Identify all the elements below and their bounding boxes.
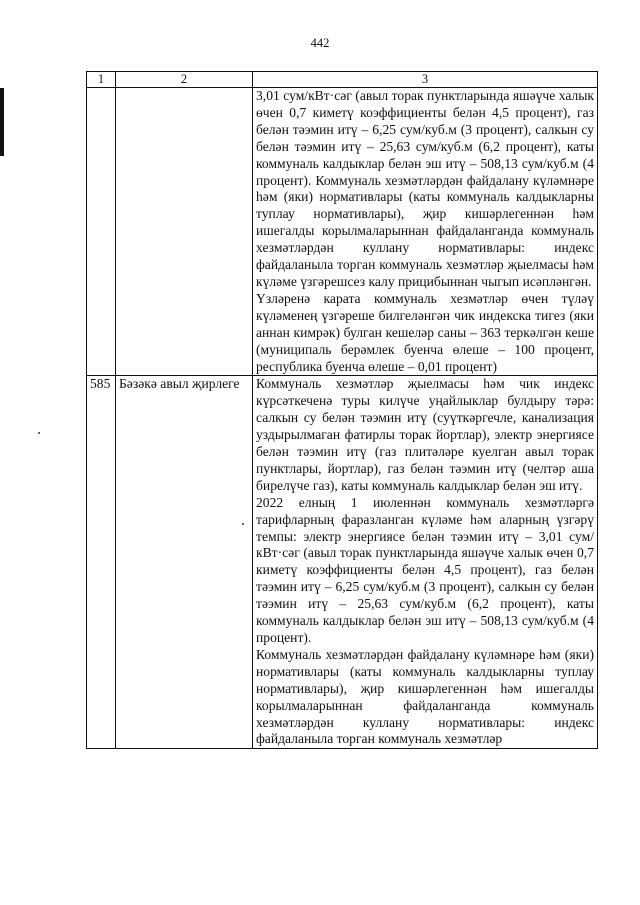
table-row — [87, 88, 598, 376]
table-row — [87, 376, 598, 749]
row-number-cell: 585 — [87, 376, 116, 749]
margin-mark — [0, 88, 4, 156]
row-content-cell — [253, 88, 598, 376]
column-header-name: 2 — [116, 72, 253, 88]
row-content-cell — [253, 376, 598, 749]
row-number-cell — [87, 88, 116, 376]
document-table — [86, 71, 598, 749]
table-header-row — [87, 72, 598, 88]
row-name-cell — [116, 88, 253, 376]
content-paragraph: 3,01 сум/кВт·сәг (авыл торак пунктларында яшәүче халык өчен 0,7 киметү коэффициенты белән 4,5 процент), газ белән тәэмин итү – 6,25 сум/куб.м (3 процент), салкын су белән тәэмин итү – 25,63 сум/куб.м (6,2 процент), каты коммуналь калдыклар белән эш итү – 508,13 сум/куб.м (4 процент). Коммуналь хезмәтләрдән файдалану күләмнәре һәм (яки) нормативлары (каты коммуналь калдыкларны туплау нормативлары), җир кишәрлегеннән һәм ишегалды корылмаларыннан файдаланганда коммуналь хезмәтләрдән куллану нормативлары: индекс файдаланыла торган коммуналь хезмәтләр җыелмасы һәм күләме үзгәрешсез калу прицибыннан чыгып исәпләнгән. — [256, 88, 594, 289]
column-header-number: 1 — [87, 72, 116, 88]
column-header-content: 3 — [253, 72, 598, 88]
speck-mark — [38, 432, 40, 434]
content-paragraph: 2022 елның 1 июленнән коммуналь хезмәтләргә тарифларның фаразланган күләме һәм аларның үзгәрү темпы: электр энергиясе белән тәэмин итү – 3,01 сум/кВт·сәг (авыл торак пунктларында яшәүче халык өчен 0,7 киметү коэффициенты белән 4,5 процент), газ белән тәэмин итү – 6,25 сум/куб.м (3 процент), салкын су белән тәэмин итү – 25,63 сум/куб.м (6,2 процент), каты коммуналь калдыклар белән эш итү – 508,13 сум/куб.м (4 процент). — [256, 494, 594, 645]
row-name-cell: Бәзәкә авыл җирлеге — [116, 376, 253, 749]
content-paragraph: Үзләренә карата коммуналь хезмәтләр өчен түләү күләменең үзгәреше билгеләнгән чик индекска тигез (яки аннан кимрәк) булган кешеләр саны – 363 теркәлгән кеше (муниципаль берәмлек буенча өлеше – 100 процент, республика буенча өлеше – 0,01 процент) — [256, 290, 594, 374]
content-paragraph: Коммуналь хезмәтләрдән файдалану күләмнәре һәм (яки) нормативлары (каты коммуналь калдыкларны туплау нормативлары), җир кишәрлегеннән һәм ишегалды корылмаларыннан файдаланганда коммуналь хезмәтләрдән куллану нормативлары: индекс файдаланыла торган коммуналь хезмәтләр — [256, 646, 594, 747]
page-number: 442 — [310, 36, 330, 50]
content-paragraph: Коммуналь хезмәтләр җыелмасы һәм чик индекс күрсәткеченә туры килүче уңайлыклар булдыру тәрә: салкын су белән тәэмин итү (суүткәргечле, канализация уздырылмаган фатирлы торак йортлар), электр энергиясе белән тәэмин итү (газ плитәләре куелган авыл торак пунктлары, йортлар), газ белән тәэмин итү (челтәр аша бирелүче газ), каты коммуналь калдыклар белән эш итү. — [256, 376, 594, 493]
